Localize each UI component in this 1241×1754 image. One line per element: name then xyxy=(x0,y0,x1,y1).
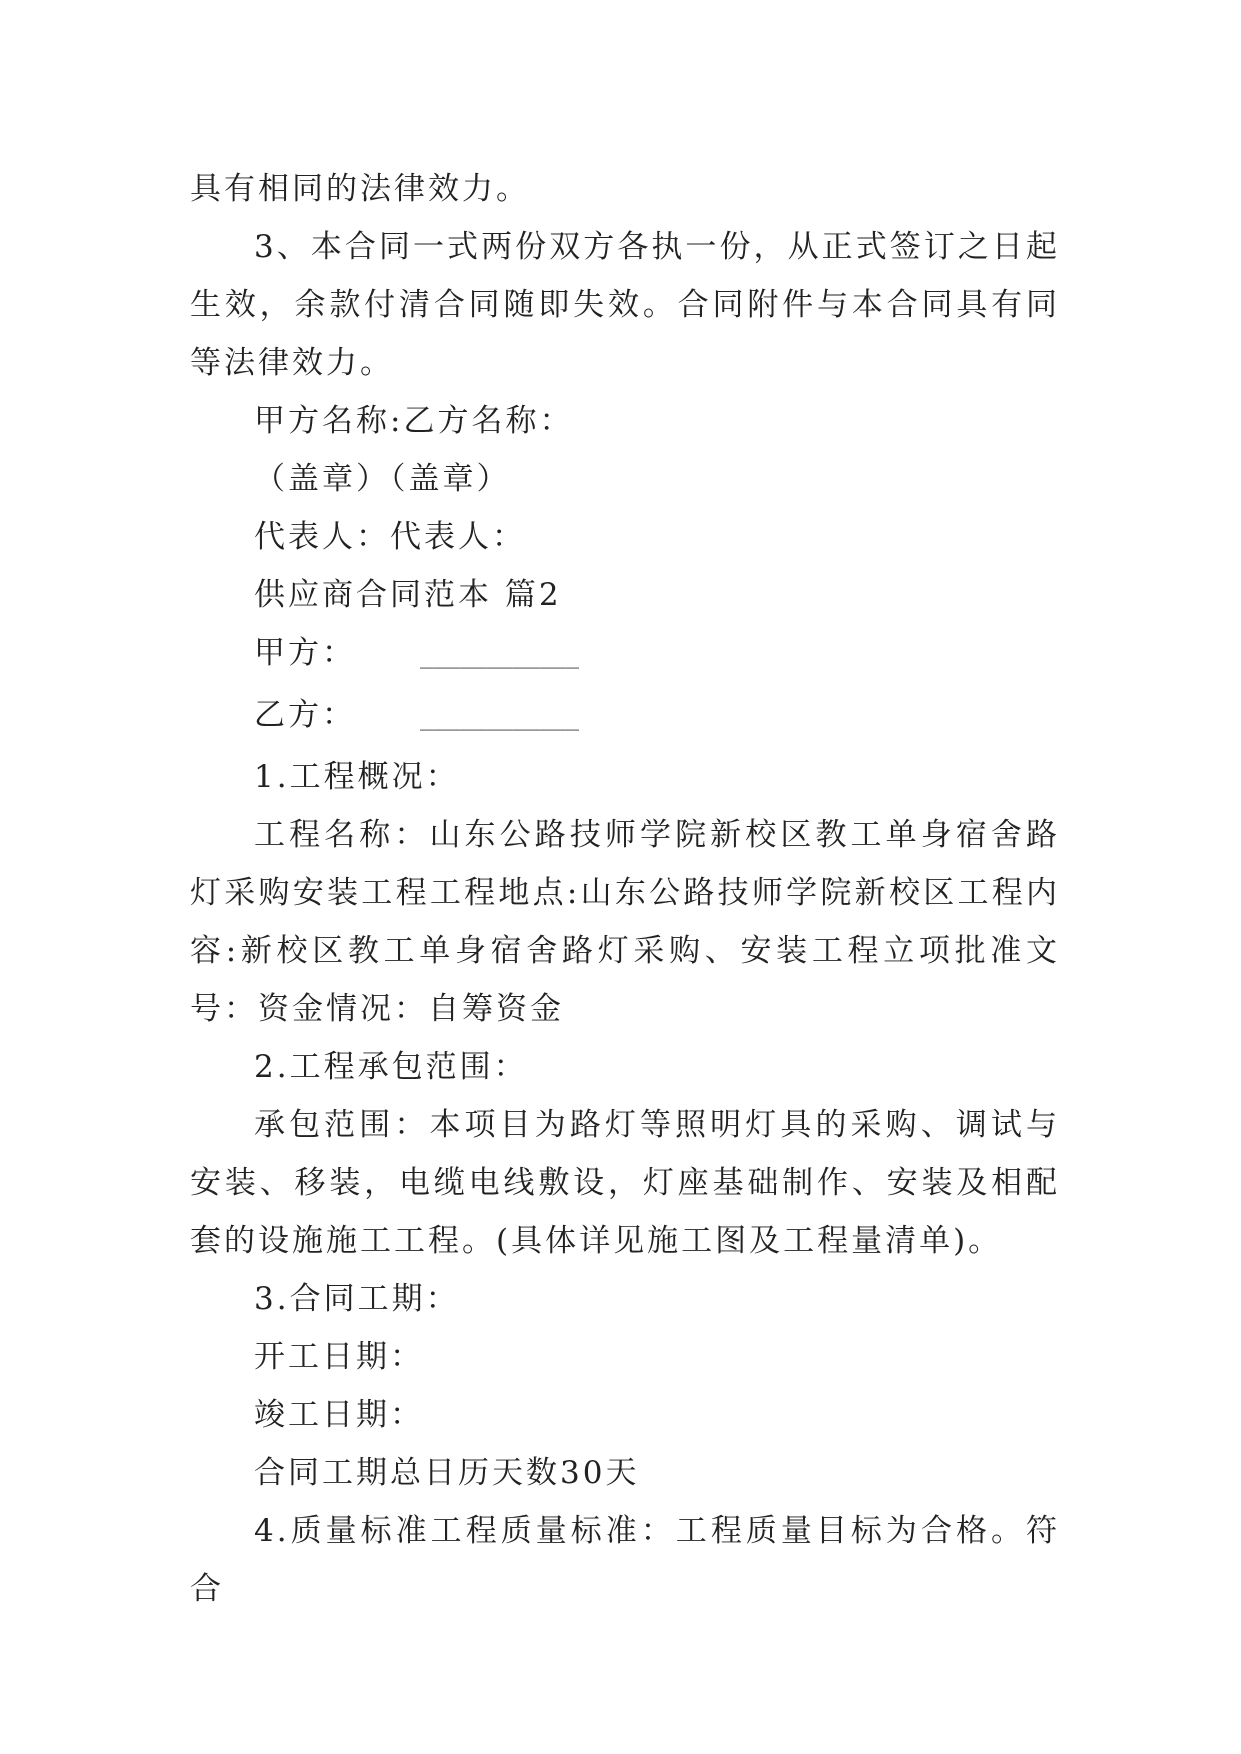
paragraph-total-days: 合同工期总日历天数30天 xyxy=(254,1455,640,1491)
paragraph-start-date: 开工日期： xyxy=(254,1339,424,1375)
paragraph-continuation: 具有相同的法律效力。 xyxy=(190,171,530,207)
paragraph-scope-details: 承包范围：本项目为路灯等照明灯具的采购、调试与安装、移装，电缆电线敷设，灯座基础制作、安装及相配套的设施施工工程。(具体详见施工图及工程量清单)。 xyxy=(190,1107,1060,1259)
party-a-blank: ____________ xyxy=(420,644,579,669)
paragraph-quality-standard: 4.质量标准工程质量标准：工程质量目标为合格。符合 xyxy=(190,1513,1060,1607)
paragraph-party-b xyxy=(190,686,1060,748)
paragraph-party-names: 甲方名称:乙方名称： xyxy=(254,403,574,439)
paragraph-representatives: 代表人：代表人： xyxy=(254,519,526,555)
heading-project-overview: 1.工程概况： xyxy=(254,759,460,795)
party-b-blank: ____________ xyxy=(420,706,579,731)
paragraph-party-a xyxy=(190,624,1060,686)
paragraph-completion-date: 竣工日期： xyxy=(254,1397,424,1433)
paragraph-project-details: 工程名称：山东公路技师学院新校区教工单身宿舍路灯采购安装工程工程地点:山东公路技师学院新校区工程内容:新校区教工单身宿舍路灯采购、安装工程立项批准文号：资金情况：自筹资金 xyxy=(190,817,1060,1027)
heading-contract-scope: 2.工程承包范围： xyxy=(254,1049,528,1085)
party-a-label: 甲方： xyxy=(254,635,356,671)
heading-contract-period: 3.合同工期： xyxy=(254,1281,460,1317)
paragraph-seals: （盖章）（盖章） xyxy=(254,461,511,497)
paragraph-clause-3: 3、本合同一式两份双方各执一份，从正式签订之日起生效，余款付清合同随即失效。合同附件与本合同具有同等法律效力。 xyxy=(190,229,1060,381)
section-heading-part-2: 供应商合同范本 篇2 xyxy=(254,577,562,613)
party-b-label: 乙方： xyxy=(254,697,356,733)
document-body xyxy=(190,160,1060,1618)
